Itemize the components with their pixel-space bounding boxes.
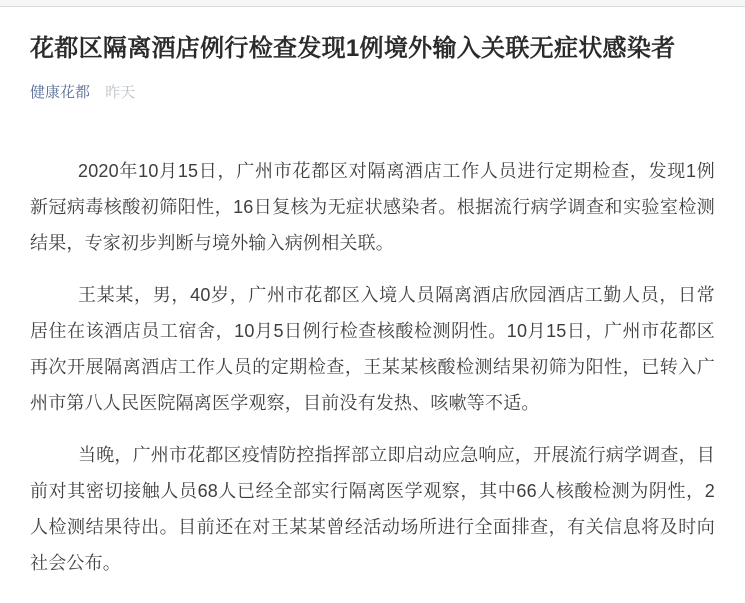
- top-divider: [0, 0, 745, 7]
- publish-time: 昨天: [105, 83, 136, 101]
- paragraph-3: 当晚，广州市花都区疫情防控指挥部立即启动应急响应，开展流行病学调查，目前对其密切接触人员68人已经全部实行隔离医学观察，其中66人核酸检测为阴性，2人检测结果待出。目前还在对王某某曾经活动场所进行全面排查，有关信息将及时向社会公布。: [30, 444, 715, 573]
- source-account-link[interactable]: 健康花都: [30, 83, 91, 101]
- article-body: [30, 153, 715, 581]
- paragraph-1: 2020年10月15日，广州市花都区对隔离酒店工作人员进行定期检查，发现1例新冠病毒核酸初筛阳性，16日复核为无症状感染者。根据流行病学调查和实验室检测结果，专家初步判断与境外输入病例相关联。: [30, 160, 715, 253]
- byline: [30, 84, 715, 102]
- paragraph-2: 王某某，男，40岁，广州市花都区入境人员隔离酒店欣园酒店工勤人员，日常居住在该酒店员工宿舍，10月5日例行检查核酸检测阴性。10月15日，广州市花都区再次开展隔离酒店工作人员的定期检查，王某某核酸检测结果初筛为阳性，已转入广州市第八人民医院隔离医学观察，目前没有发热、咳嗽等不适。: [30, 284, 715, 413]
- article-title: 花都区隔离酒店例行检查发现1例境外输入关联无症状感染者: [30, 35, 676, 62]
- article-container: [0, 33, 745, 581]
